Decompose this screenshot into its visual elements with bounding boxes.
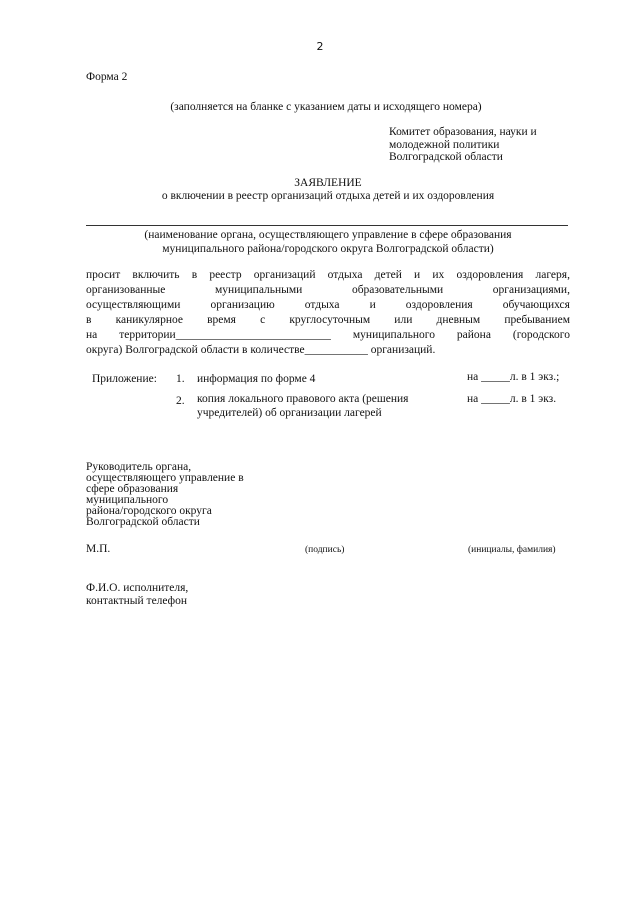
- executor-line: Ф.И.О. исполнителя,: [86, 582, 189, 594]
- executor-block: [86, 582, 188, 607]
- document-subtitle: о включении в реестр организаций отдыха детей и их оздоровления: [161, 190, 495, 202]
- request-line: осуществляющими организацию отдыха и оздоровления обучающихся: [86, 299, 570, 311]
- page-number: 2: [316, 40, 324, 53]
- stamp-mark: М.П.: [86, 543, 111, 555]
- attachment-number: 1.: [176, 373, 185, 385]
- addressee-block: [389, 126, 537, 164]
- organ-name-underline: [86, 225, 568, 226]
- attachments-label: Приложение:: [92, 373, 157, 385]
- organ-caption-line: муниципального района/городского округа Волгоградской области): [162, 243, 494, 255]
- signature-caption: (подпись): [305, 545, 345, 555]
- executor-line: контактный телефон: [86, 594, 188, 607]
- signatory-line: сфере образования: [86, 483, 179, 495]
- request-line: на территории___________________________ муниципального района (городского: [86, 329, 570, 341]
- signatory-line: района/городского округа: [86, 505, 212, 517]
- organ-caption-line: (наименование органа, осуществляющего управление в сфере образования: [144, 229, 512, 241]
- form-label: Форма 2: [86, 71, 128, 83]
- document-title: ЗАЯВЛЕНИЕ: [294, 177, 362, 189]
- addressee-line: Волгоградской области: [389, 151, 503, 163]
- header-note: (заполняется на бланке с указанием даты и исходящего номера): [170, 101, 482, 113]
- attachment-text: информация по форме 4: [197, 373, 316, 385]
- name-caption: (инициалы, фамилия): [468, 545, 556, 555]
- signatory-line: Волгоградской области: [86, 516, 200, 528]
- attachment-pages: на _____л. в 1 экз.;: [467, 371, 560, 383]
- request-paragraph: [86, 268, 570, 358]
- addressee-line: Комитет образования, науки и: [389, 126, 537, 138]
- request-line: организованные муниципальными образовательными организациями,: [86, 284, 570, 296]
- request-line: просит включить в реестр организаций отдыха детей и их оздоровления лагеря,: [86, 269, 570, 281]
- request-line: в каникулярное время с круглосуточным или дневным пребыванием: [86, 314, 570, 326]
- attachment-text: копия локального правового акта (решения учредителей) об организации лагерей: [197, 393, 409, 419]
- signatory-line: Руководитель органа,: [86, 461, 192, 473]
- signatory-line: осуществляющего управление в: [86, 472, 244, 484]
- attachment-pages: на _____л. в 1 экз.: [467, 393, 557, 405]
- organ-caption: [86, 228, 570, 256]
- signatory-line: муниципального: [86, 494, 169, 506]
- request-line: округа) Волгоградской области в количестве___________ организаций.: [86, 344, 436, 356]
- addressee-line: молодежной политики: [389, 138, 500, 151]
- attachment-number: 2.: [176, 395, 185, 407]
- signatory-block: [86, 462, 244, 528]
